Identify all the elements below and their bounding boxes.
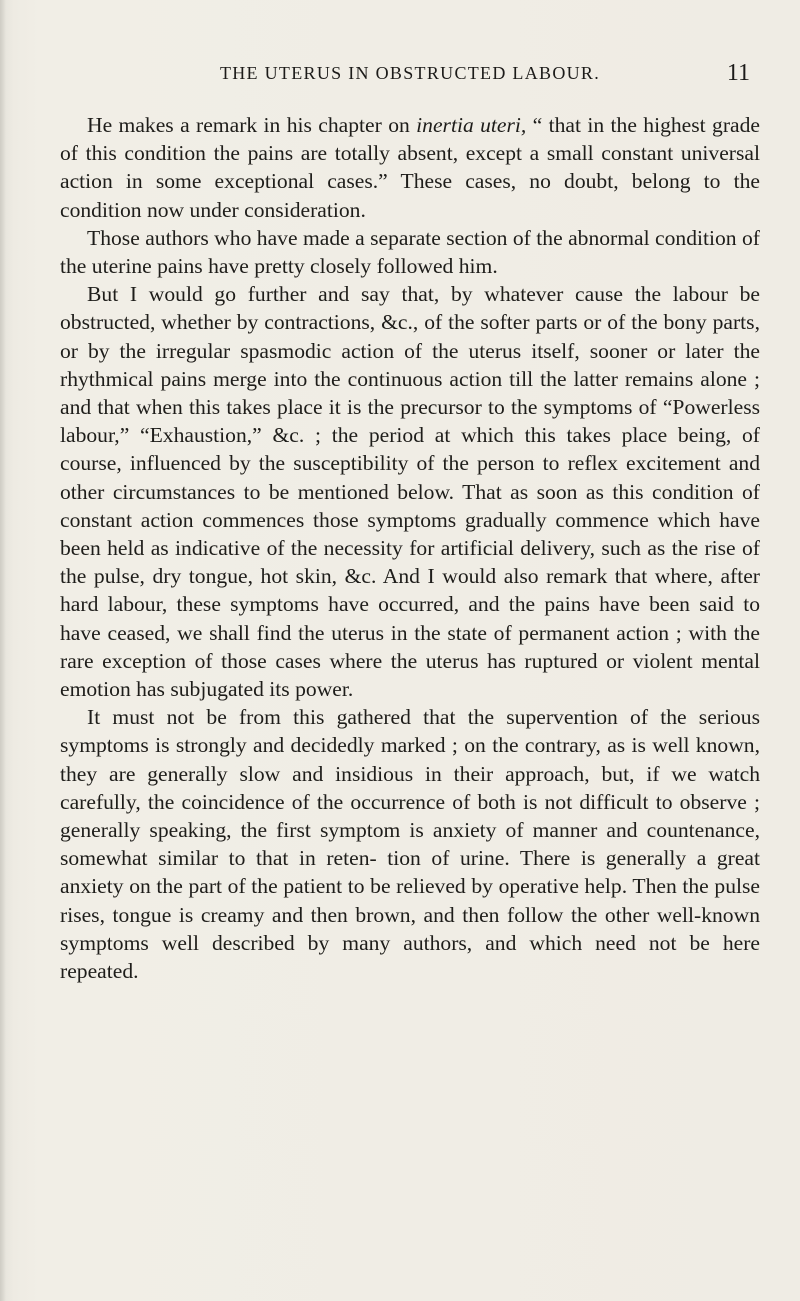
paragraph-2: Those authors who have made a separate section of the abnormal condition of the uterine pains have pretty closely followed him. [60, 225, 760, 279]
paragraph-1 [60, 111, 760, 224]
body-text [60, 111, 760, 985]
paragraph-1-italic-term: inertia uteri, [416, 113, 527, 137]
paragraph-4: It must not be from this gathered that the supervention of the serious symptoms is strongly and decidedly marked ; on the contrary, as is well known, they are generally slow and insidious in their approach, but, if we watch carefully, the coincidence of the occurrence of both is not difficult to observe ; generally speaking, the first symptom is anxiety of manner and countenance, somewhat similar to that in reten- tion of urine. There is generally a great anxiety on the part of the patient to be relieved by operative help. Then the pulse rises, tongue is creamy and then brown, and then follow the other well-known symptoms well described by many authors, and which need not be here repeated. [60, 705, 760, 984]
paragraph-1-lead: He makes a remark in his chapter on [87, 113, 417, 137]
running-head [70, 60, 750, 93]
paragraph-1-rest: “ that in the highest grade of this condition the pains are totally absent, except a small constant universal action in some exceptional cases.” These cases, no doubt, belong to the condition now under consideration. [60, 113, 760, 222]
page-edge-shadow [0, 0, 6, 1301]
page-number: 11 [726, 60, 750, 86]
paragraph-3: But I would go further and say that, by whatever cause the labour be obstructed, whether by contractions, &c., of the softer parts or of the bony parts, or by the irregular spasmodic action of the uterus itself, sooner or later the rhythmical pains merge into the continuous action till the latter remains alone ; and that when this takes place it is the precursor to the symptoms of “Powerless labour,” “Exhaustion,” &c. ; the period at which this takes place being, of course, influenced by the susceptibility of the person to reflex excitement and other circumstances to be mentioned below. That as soon as this condition of constant action commences those symptoms gradually commence which have been held as indicative of the necessity for artificial delivery, such as the rise of the pulse, dry tongue, hot skin, &c. And I would also remark that where, after hard labour, these symptoms have occurred, and the pains have been said to have ceased, we shall find the uterus in the state of permanent action ; with the rare exception of those cases where the uterus has ruptured or violent mental emotion has subjugated its power. [60, 282, 760, 702]
running-head-title: THE UTERUS IN OBSTRUCTED LABOUR. [219, 63, 601, 83]
